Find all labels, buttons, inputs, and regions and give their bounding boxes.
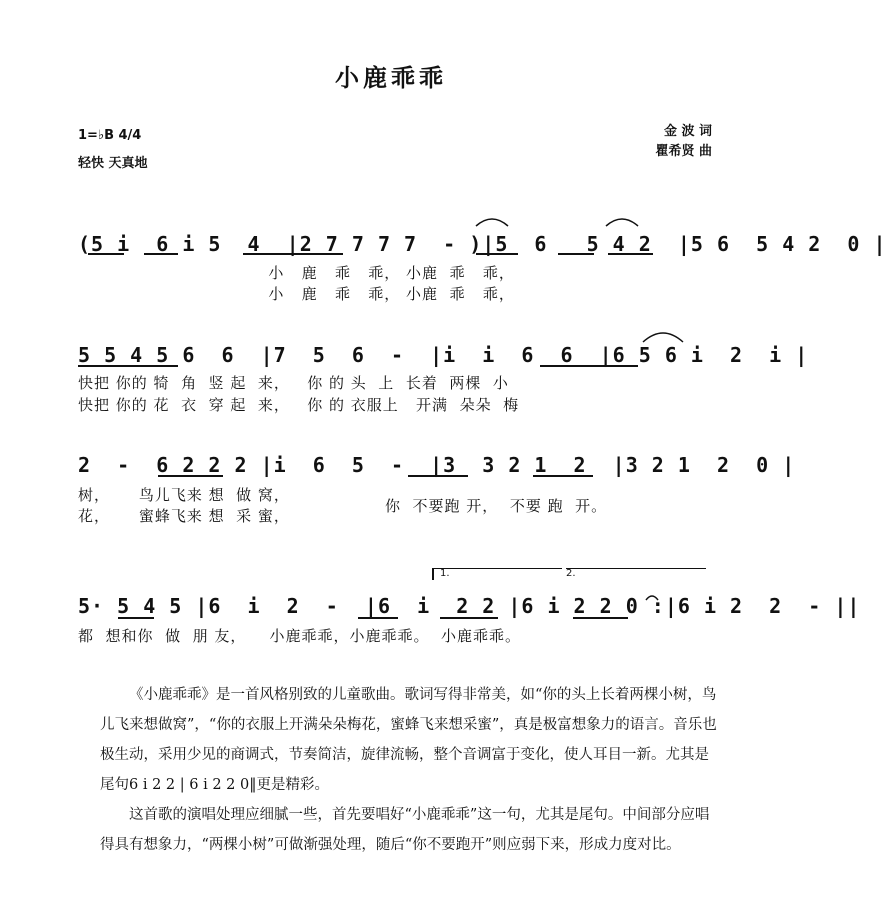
lyrics-row-3-verse-1: 树， 鸟儿飞来 想 做 窝， [78,486,290,504]
notation-row-1: (5 i 6 i 5 4 |2 7 7 7 7 - )|5 6 5 4 2 |5 6 5 4 2 0 | [78,232,887,256]
lyrics-row-1-verse-2: 小 鹿 乖 乖， 小鹿 乖 乖， [78,285,515,303]
commentary-paragraph-2: 这首歌的演唱处理应细腻一些，首先要唱好“小鹿乖乖”这一句，尤其是尾句。中间部分应唱得具有想象力，“两棵小树”可做渐强处理，随后“你不要跑开”则应弱下来，形成力度对比。 [100,807,710,853]
volta-1-label: 1. [440,568,450,579]
row-4-underlines [78,570,708,630]
lyrics-row-4: 都 想和你 做 朋 友， 小鹿乖乖，小鹿乖乖。 小鹿乖乖。 [78,627,521,645]
lyrics-row-3-verse-2: 花， 蜜蜂飞来 想 采 蜜， [78,507,290,525]
lyrics-row-1-verse-1: 小 鹿 乖 乖， 小鹿 乖 乖， [78,264,515,282]
commentary-paragraph-1: 《小鹿乖乖》是一首风格别致的儿童歌曲。歌词写得非常美，如“你的头上长着两棵小树，鸟儿飞来想做窝”，“你的衣服上开满朵朵梅花，蜜蜂飞来想采蜜”，真是极富想象力的语言。音乐也极生动，采用少见的商调式，节奏简洁，旋律流畅，整个音调富于变化，使人耳目一新。尤其是尾句6 i 2 2 | 6 i 2 2 0‖更是精彩。 [100,687,717,793]
commentary [100,680,720,860]
lyrics-row-2-verse-2: 快把 你的 花 衣 穿 起 来， 你 的 衣服上 开满 朵朵 梅 [78,396,520,414]
lyrics-row-2-verse-1: 快把 你的 犄 角 竖 起 来， 你 的 头 上 长着 两棵 小 [78,374,509,392]
volta-2-label: 2. [566,568,576,579]
lyricist-credit: 金 波 词 [663,124,712,139]
volta-1-line [432,568,562,569]
lyrics-row-3-shared: 你 不要跑 开， 不要 跑 开。 [385,497,608,515]
song-title: 小鹿乖乖 [335,64,447,92]
notation-row-2: 5 5 4 5 6 6 |7 5 6 - |i i 6 6 |6 5 6 i 2 i | [78,343,809,367]
volta-2-line [566,568,706,569]
notation-row-4: 5· 5 4 5 |6 i 2 - |6 i 2 2 |6 i 2 2 0 :|6 i 2 2 - || [78,594,861,618]
composer-credit: 瞿希贤 曲 [655,144,712,159]
key-signature: 1=♭B 4/4 [78,128,142,143]
row-2-underlines [78,320,708,380]
row-1-underlines [78,210,708,270]
tempo-marking: 轻快 天真地 [78,156,148,171]
notation-row-3: 2 - 6 2 2 2 |i 6 5 - |3 3 2 1 2 |3 2 1 2 0 | [78,453,796,477]
row-3-underlines [78,430,708,490]
